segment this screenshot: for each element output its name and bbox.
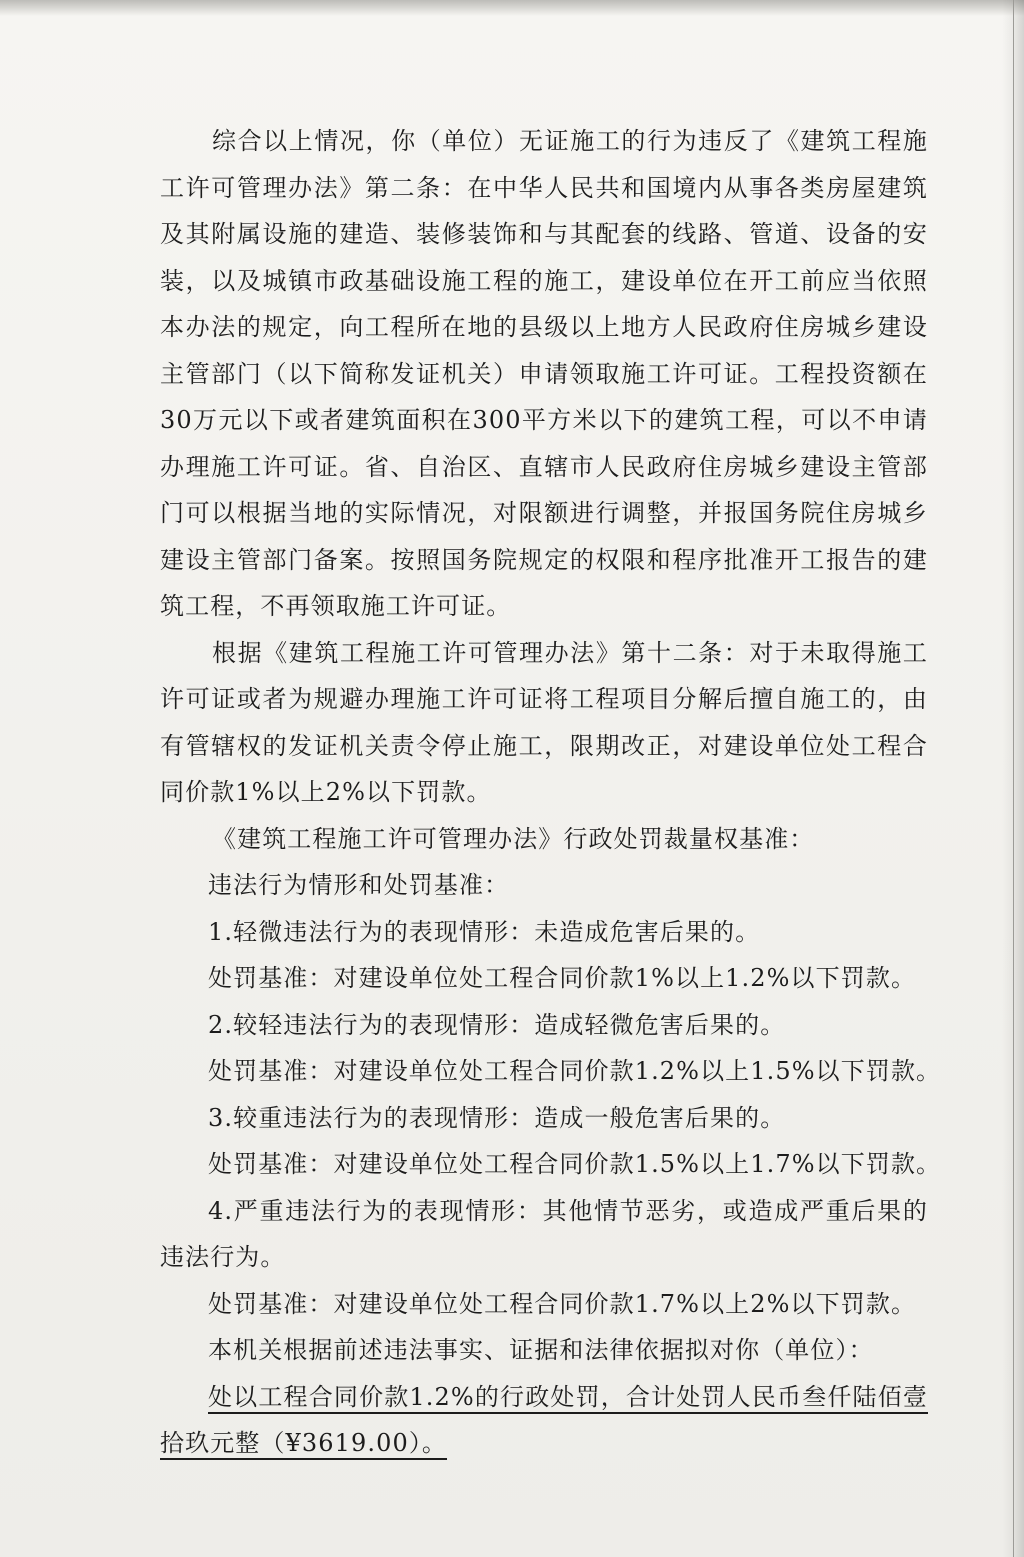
- paragraph-proposed-decision-intro: 本机关根据前述违法事实、证据和法律依据拟对你（单位）：: [208, 1336, 874, 1364]
- item-serious-penalty: 处罚基准：对建设单位处工程合同价款1.7%以上2%以下罚款。: [208, 1289, 917, 1318]
- paragraph-violation-summary: 综合以上情况，你（单位）无证施工的行为违反了《建筑工程施工许可管理办法》第二条：在中华人民共和国境内从事各类房屋建筑及其附属设施的建造、装修装饰和与其配套的线路、管道、设备的安装，以及城镇市政基础设施工程的施工，建设单位在开工前应当依照本办法的规定，向工程所在地的县级以上地方人民政府住房城乡建设主管部门（以下简称发证机关）申请领取施工许可证。工程投资额在30万元以下或者建筑面积在300平方米以下的建筑工程，可以不申请办理施工许可证。省、自治区、直辖市人民政府住房城乡建设主管部门可以根据当地的实际情况，对限额进行调整，并报国务院住房城乡建设主管部门备案。按照国务院规定的权限和程序批准开工报告的建筑工程，不再领取施工许可证。: [160, 127, 928, 620]
- item-moderate-penalty: 处罚基准：对建设单位处工程合同价款1.5%以上1.7%以下罚款。: [208, 1150, 942, 1178]
- page-top-shadow: [0, 0, 1024, 16]
- item-moderate-violation: 3.较重违法行为的表现情形：造成一般危害后果的。: [208, 1103, 786, 1132]
- paragraph-discretion-standard-title: 《建筑工程施工许可管理办法》行政处罚裁量权基准：: [212, 824, 815, 853]
- document-body: [160, 118, 942, 1467]
- page-right-edge: [1002, 0, 1024, 1557]
- paragraph-penalty-decision: 处以工程合同价款1.2%的行政处罚，合计处罚人民币叁仟陆佰壹拾玖元整（¥3619.00）。: [160, 1382, 928, 1457]
- paragraph-legal-basis: 根据《建筑工程施工许可管理办法》第十二条：对于未取得施工许可证或者为规避办理施工许可证将工程项目分解后擅自施工的，由有管辖权的发证机关责令停止施工，限期改正，对建设单位处工程合同价款1%以上2%以下罚款。: [160, 638, 928, 806]
- item-light-violation: 2.较轻违法行为的表现情形：造成轻微危害后果的。: [208, 1010, 786, 1039]
- item-minor-penalty: 处罚基准：对建设单位处工程合同价款1%以上1.2%以下罚款。: [208, 964, 917, 992]
- item-serious-violation: 4.严重违法行为的表现情形：其他情节恶劣，或造成严重后果的违法行为。: [160, 1196, 928, 1271]
- paragraph-situations-title: 违法行为情形和处罚基准：: [208, 871, 510, 899]
- item-light-penalty: 处罚基准：对建设单位处工程合同价款1.2%以上1.5%以下罚款。: [208, 1057, 942, 1085]
- item-minor-violation: 1.轻微违法行为的表现情形：未造成危害后果的。: [208, 917, 761, 946]
